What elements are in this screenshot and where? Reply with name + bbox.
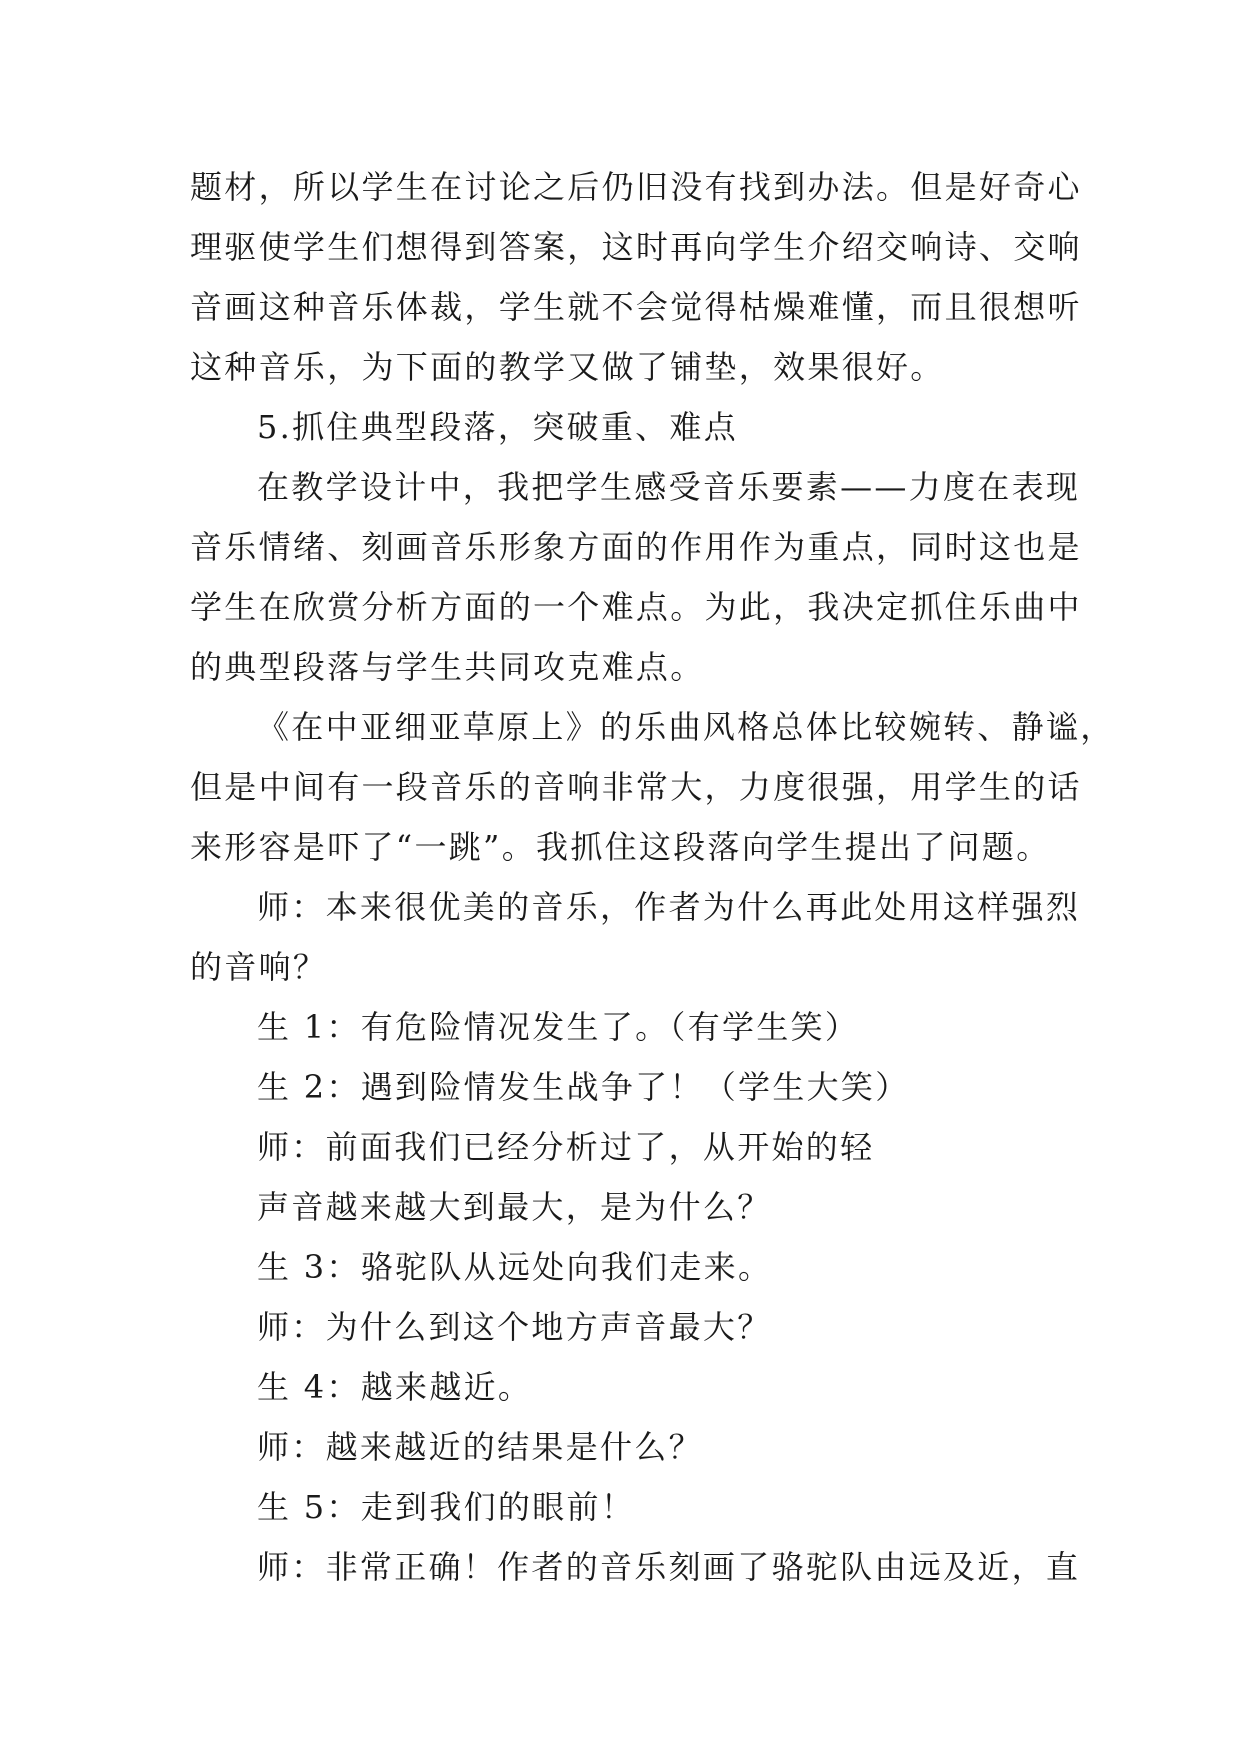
document-page xyxy=(190,157,1115,1597)
text-line: 生 5：走到我们的眼前！ xyxy=(257,1488,636,1526)
text-line: 音乐情绪、刻画音乐形象方面的作用作为重点，同时这也是 xyxy=(190,528,1082,566)
text-line: 5.抓住典型段落，突破重、难点 xyxy=(257,408,739,446)
text-line: 但是中间有一段音乐的音响非常大，力度很强，用学生的话 xyxy=(190,768,1082,806)
text-line: 生 2：遇到险情发生战争了！（学生大笑） xyxy=(257,1068,910,1106)
text-line: 师：前面我们已经分析过了，从开始的轻 xyxy=(257,1128,875,1166)
text-line: 生 3：骆驼队从远处向我们走来。 xyxy=(257,1248,773,1286)
text-line: 在教学设计中，我把学生感受音乐要素——力度在表现 xyxy=(257,468,1081,506)
text-line: 师：非常正确！作者的音乐刻画了骆驼队由远及近，直 xyxy=(257,1548,1081,1586)
text-line: 的音响？ xyxy=(190,948,328,986)
text-line: 生 1：有危险情况发生了。（有学生笑） xyxy=(257,1008,860,1046)
text-line: 理驱使学生们想得到答案，这时再向学生介绍交响诗、交响 xyxy=(190,228,1082,266)
text-line: 生 4：越来越近。 xyxy=(257,1368,533,1406)
text-line: 音画这种音乐体裁，学生就不会觉得枯燥难懂，而且很想听 xyxy=(190,288,1082,326)
text-line: 《在中亚细亚草原上》的乐曲风格总体比较婉转、静谧， xyxy=(257,708,1115,746)
text-line: 师：越来越近的结果是什么？ xyxy=(257,1428,703,1466)
text-line: 来形容是吓了“一跳”。我抓住这段落向学生提出了问题。 xyxy=(190,828,1051,866)
text-line: 学生在欣赏分析方面的一个难点。为此，我决定抓住乐曲中 xyxy=(190,588,1082,626)
text-line: 题材，所以学生在讨论之后仍旧没有找到办法。但是好奇心 xyxy=(190,168,1082,206)
text-line: 的典型段落与学生共同攻克难点。 xyxy=(190,648,705,686)
text-line: 师：本来很优美的音乐，作者为什么再此处用这样强烈 xyxy=(257,888,1081,926)
text-line: 师：为什么到这个地方声音最大？ xyxy=(257,1308,772,1346)
text-line: 声音越来越大到最大，是为什么？ xyxy=(257,1188,772,1226)
text-line: 这种音乐，为下面的教学又做了铺垫，效果很好。 xyxy=(190,348,945,386)
